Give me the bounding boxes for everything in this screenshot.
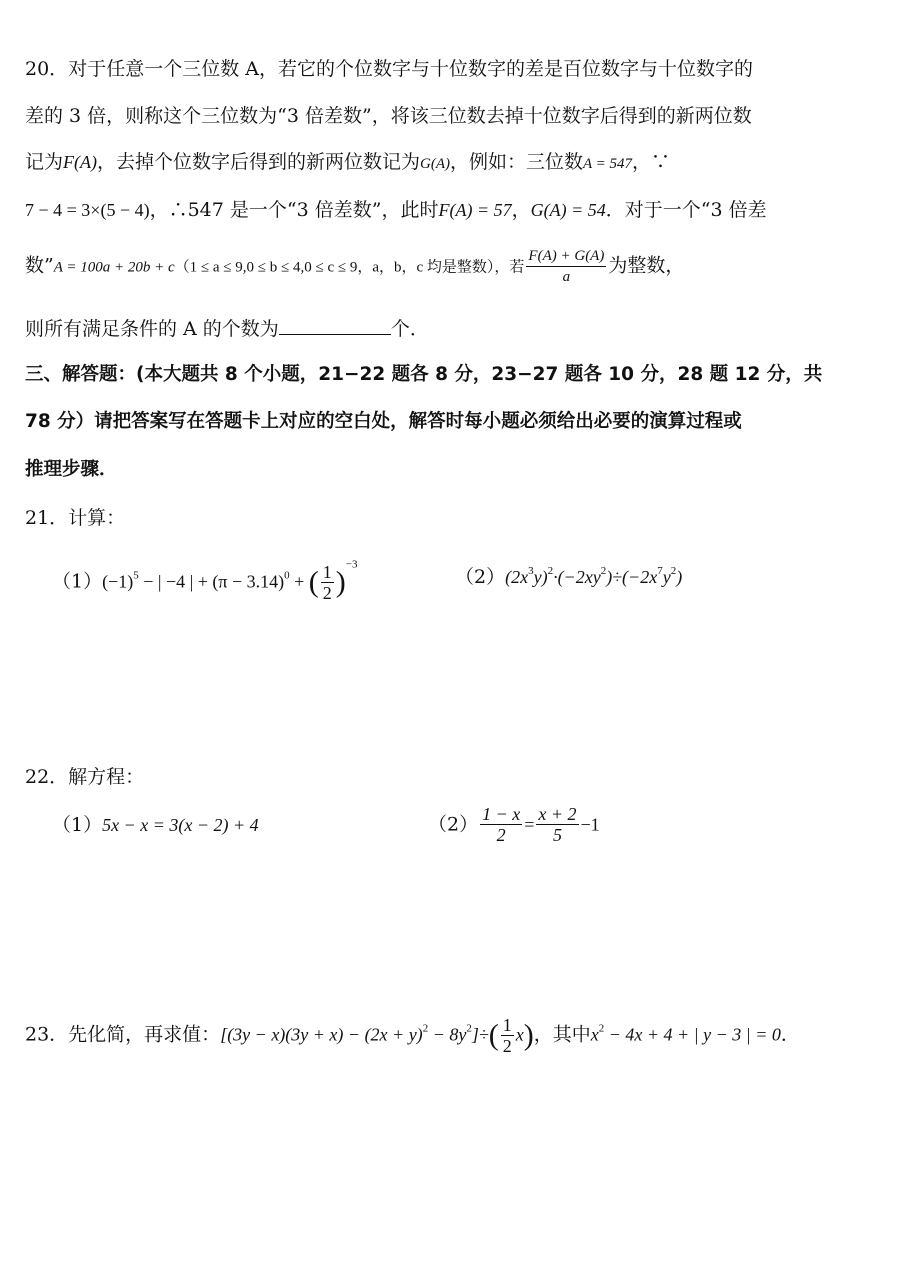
q21-p1-a: (−1) <box>102 571 134 592</box>
q21-p1-b-exp: 0 <box>284 569 290 582</box>
q22-frac1-num: 1 − x <box>482 804 521 824</box>
q22-p2-tail: −1 <box>580 814 600 835</box>
q20-text-3c: ，例如：三位数 <box>450 151 584 173</box>
q21-title <box>25 506 125 530</box>
q23-exp-1: 2 <box>422 1022 429 1035</box>
q20-conditions: （1 ≤ a ≤ 9,0 ≤ b ≤ 4,0 ≤ c ≤ 9，a，b，c 均是整数），若 <box>174 259 525 276</box>
q20-GA: G(A) <box>420 156 451 172</box>
q20-text-3d: ，∵ <box>632 151 671 173</box>
q21-p1-frac <box>321 562 334 603</box>
q21-p2-e3: ·(−2xy <box>553 567 601 587</box>
q21-p2-e5: y <box>662 567 671 587</box>
q22-frac1-den: 2 <box>496 825 506 845</box>
q23-expr-1: [(3y − x)(3y + x) − (2x + y) <box>220 1024 423 1045</box>
q20-line-5 <box>25 246 684 287</box>
q20-text-4a: ，∴547 是一个“3 倍差数”，此时 <box>149 199 439 221</box>
q21-part-2 <box>455 565 682 589</box>
q22-p2-frac1 <box>480 804 522 845</box>
q23-frac <box>501 1015 514 1056</box>
q22-part-2 <box>428 804 600 845</box>
q21-title-text: 21．计算： <box>25 507 126 529</box>
q21-part-1 <box>52 558 358 603</box>
q20-text-2: 差的 3 倍，则称这个三位数为“3 倍差数”，将该三位数去掉十位数字后得到的新两位数 <box>25 105 752 127</box>
q20-A-def: A = 100a + 20b + c <box>53 259 175 276</box>
section3-line-2 <box>25 410 742 434</box>
q20-frac-num: F(A) + G(A) <box>526 246 606 267</box>
q20-line-6 <box>25 316 429 341</box>
q20-sep: ， <box>511 199 531 221</box>
q20-number: 20． <box>25 58 69 80</box>
q21-p1-b: − | −4 | + (π − 3.14) <box>138 571 285 592</box>
paren-open: ( <box>488 1018 499 1052</box>
q20-text-3b: ，去掉个位数字后得到的新两位数记为 <box>97 151 421 173</box>
section3-text-3: 推理步骤． <box>25 459 118 480</box>
q22-p1-expr: 5x − x = 3(x − 2) + 4 <box>102 815 259 835</box>
q21-p2-x4: 7 <box>657 565 663 577</box>
q21-p1-frac-den: 2 <box>322 583 332 603</box>
q23-expr-3: ]÷ <box>471 1024 489 1045</box>
q23-expr-2: − 8y <box>428 1024 467 1045</box>
q23-cond-a: ，其中 <box>533 1023 591 1046</box>
q22-frac2-num: x + 2 <box>538 804 577 824</box>
q20-eq-547: 7 − 4 = 3×(5 − 4) <box>25 200 150 220</box>
q23-cond-end: ． <box>780 1023 800 1046</box>
q20-A-eq: A = 547 <box>583 156 633 172</box>
q20-text-5b: 为整数， <box>608 254 685 277</box>
q20-text-6b: 个． <box>390 318 429 340</box>
q21-p1-c: + <box>289 571 309 592</box>
section3-text-1: 三、解答题：(本大题共 8 个小题，21−22 题各 8 分，23−27 题各 10 分，28 题 12 分，共 <box>25 364 823 385</box>
q22-p2-label: （2） <box>428 813 479 836</box>
q21-p1-c-exp: −3 <box>345 558 358 571</box>
paren-close: ) <box>335 565 346 599</box>
q20-text-1: 对于任意一个三位数 A，若它的个位数字与十位数字的差是百位数字与十位数字的 <box>68 58 753 80</box>
q21-p2-e6: ) <box>676 567 683 587</box>
q23-cond-exp: 2 <box>598 1022 605 1035</box>
q21-p2-e4: )÷(−2x <box>606 567 658 587</box>
q21-p2-x3: 2 <box>600 565 607 577</box>
q23-expr-4: x <box>515 1024 524 1045</box>
section3-text-2: 78 分）请把答案写在答题卡上对应的空白处，解答时每小题必须给出必要的演算过程或 <box>25 411 742 432</box>
q21-p2-label: （2） <box>455 566 506 588</box>
q20-line-4 <box>25 198 767 222</box>
q21-p1-label: （1） <box>52 570 103 593</box>
q23-title: 23．先化简，再求值： <box>25 1023 221 1046</box>
q21-p2-x1: 3 <box>528 565 534 577</box>
q22-p2-eq: = <box>524 814 535 835</box>
q21-p2-x5: 2 <box>670 565 677 577</box>
q20-frac-den: a <box>562 269 571 285</box>
q20-F-value: F(A) = 57 <box>438 200 512 220</box>
q21-p1-frac-num: 1 <box>322 562 332 582</box>
section3-line-3 <box>25 458 118 482</box>
q20-text-4b: ．对于一个“3 倍差 <box>605 199 767 221</box>
q23-frac-num: 1 <box>502 1015 512 1035</box>
q20-text-3a: 记为 <box>25 151 64 173</box>
q20-line-1 <box>25 57 753 81</box>
q22-p1-label: （1） <box>52 814 103 836</box>
q20-fraction <box>526 246 606 287</box>
q20-text-6a: 则所有满足条件的 A 的个数为 <box>25 318 279 340</box>
q22-title-text: 22．解方程： <box>25 766 145 788</box>
q23-cond-2: − 4x + 4 + | y − 3 | = 0 <box>604 1024 781 1045</box>
q22-frac2-den: 5 <box>552 825 562 845</box>
q23-cond-1: x <box>590 1024 599 1045</box>
q20-text-5a: 数” <box>25 254 54 277</box>
paren-open: ( <box>308 565 319 599</box>
q21-p1-a-exp: 5 <box>133 569 139 582</box>
q20-line-2 <box>25 104 752 128</box>
q20-G-value: G(A) = 54 <box>530 200 606 220</box>
section3-line-1 <box>25 363 822 387</box>
q21-p2-e2: y) <box>533 567 548 587</box>
answer-blank[interactable] <box>279 316 391 335</box>
q22-p2-frac2 <box>536 804 578 845</box>
q23-exp-2: 2 <box>466 1022 472 1035</box>
q22-title <box>25 765 144 789</box>
q21-p2-e1: (2x <box>505 567 529 587</box>
q23-line <box>25 1015 800 1056</box>
q20-line-3 <box>25 150 670 176</box>
q21-p2-x2: 2 <box>547 565 554 577</box>
q20-FA: F(A) <box>63 152 97 172</box>
paren-close: ) <box>523 1018 534 1052</box>
q23-frac-den: 2 <box>502 1036 512 1056</box>
q22-part-1 <box>52 813 259 837</box>
